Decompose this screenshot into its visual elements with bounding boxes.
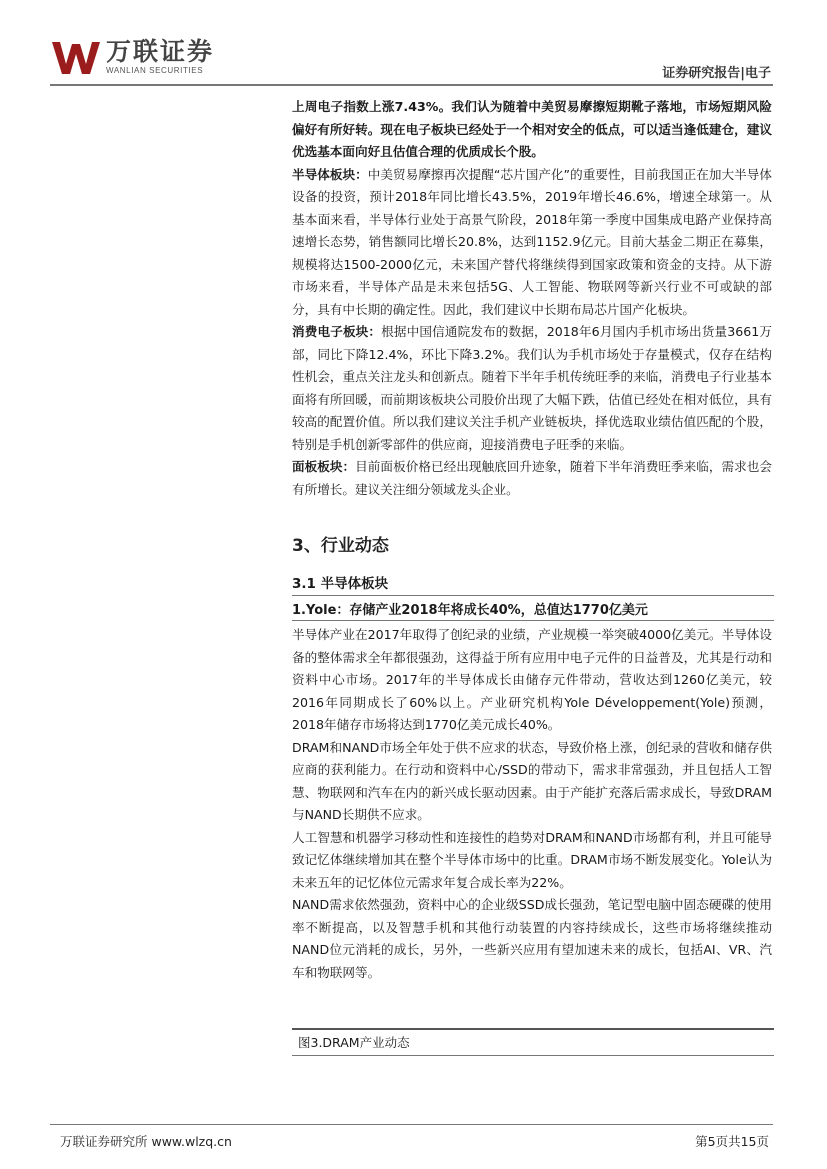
figure-caption: 图3.DRAM产业动态: [292, 1028, 774, 1056]
panel-text: 目前面板价格已经出现触底回升迹象，随着下半年消费旺季来临，需求也会有所增长。建议关注细分领域龙头企业。: [292, 459, 773, 497]
page-number: 第5页共15页: [695, 1134, 769, 1149]
report-type: 证券研究报告|电子: [662, 66, 771, 81]
header-divider: [50, 84, 773, 86]
panel-lead: 面板板块：: [292, 459, 356, 474]
body-paragraph: DRAM和NAND市场全年处于供不应求的状态，导致价格上涨，创纪录的营收和储存供应商的获利能力。在行动和资料中心/SSD的带动下，需求非常强劲，并且包括人工智慧、物联网和汽车在内的新兴成长驱动因素。由于产能扩充落后需求成长，导致DRAM与NAND长期供不应求。: [292, 739, 772, 822]
consumer-text: 根据中国信通院发布的数据，2018年6月国内手机市场出货量3661万部，同比下降12.4%，环比下降3.2%。我们认为手机市场处于存量模式，仅存在结构性机会，重点关注龙头和创新点。随着下半年手机传统旺季的来临，消费电子行业基本面将有所回暖，而前期该板块公司股价出现了大幅下跌，估值已经处在相对低位，具有较高的配置价值。所以我们建议关注手机产业链板块，择优选取业绩估值匹配的个股，特别是手机创新零部件的供应商，迎接消费电子旺季的来临。: [292, 324, 772, 452]
section-title: 3、行业动态: [292, 536, 389, 556]
semiconductor-text: 中美贸易摩擦再次提醒“芯片国产化”的重要性，目前我国正在加大半导体设备的投资，预计2018年同比增长43.5%，2019年增长46.6%，增速全球第一。从基本面来看，半导体行业处于高景气阶段，2018年第一季度中国集成电路产业保持高速增长态势，销售额同比增长20.8%，达到1152.9亿元。目前大基金二期正在募集，规模将达1500-2000亿元，未来国产替代将继续得到国家政策和资金的支持。从下游市场来看，半导体产品是未来包括5G、人工智能、物联网等新兴行业不可或缺的部分，具有中长期的确定性。因此，我们建议中长期布局芯片国产化板块。: [292, 166, 772, 317]
logo-name: 万联证券: [106, 37, 215, 66]
body-paragraph: 半导体产业在2017年取得了创纪录的业绩，产业规模一举突破4000亿美元。半导体设备的整体需求全年都很强劲，这得益于所有应用中电子元件的日益普及，尤其是行动和资料中心市场。2017年的半导体成长由储存元件带动，营收达到1260亿美元，较2016年同期成长了60%以上。产业研究机构Yole Développement(Yole)预测，2018年储存市场将达到1770亿美元成长40%。: [292, 627, 772, 732]
company-logo: [50, 38, 214, 78]
footer-source: 万联证券研究所 www.wlzq.cn: [60, 1134, 232, 1149]
semiconductor-lead: 半导体板块：: [292, 166, 368, 182]
body-paragraph: NAND需求依然强劲，资料中心的企业级SSD成长强劲，笔记型电脑中固态硬碟的使用率不断提高，以及智慧手机和其他行动装置的内容持续成长，这些市场将继续推动NAND位元消耗的成长，另外，一些新兴应用有望加速未来的成长，包括AI、VR、汽车和物联网等。: [292, 897, 772, 980]
body-paragraph: 人工智慧和机器学习移动性和连接性的趋势对DRAM和NAND市场都有利，并且可能导致记忆体继续增加其在整个半导体市场中的比重。DRAM市场不断发展变化。Yole认为未来五年的记忆体位元需求年复合成长率为22%。: [292, 829, 772, 890]
intro-paragraph: 上周电子指数上涨7.43%。我们认为随着中美贸易摩擦短期靴子落地，市场短期风险偏好有所好转。现在电子板块已经处于一个相对安全的低点，可以适当逢低建仓，建议优选基本面向好且估值合理的优质成长个股。: [292, 99, 772, 159]
consumer-paragraph: [292, 321, 772, 456]
logo-subtitle: WANLIAN SECURITIES: [106, 66, 204, 75]
item-title: 1.Yole：存储产业2018年将成长40%，总值达1770亿美元: [292, 599, 774, 621]
sub-section-title: 3.1 半导体板块: [292, 572, 774, 596]
main-content: [292, 96, 772, 984]
panel-paragraph: [292, 456, 772, 501]
semiconductor-paragraph: [292, 164, 772, 322]
logo-w-icon: [50, 38, 102, 78]
consumer-lead: 消费电子板块：: [292, 324, 382, 339]
footer-divider: [50, 1124, 773, 1125]
